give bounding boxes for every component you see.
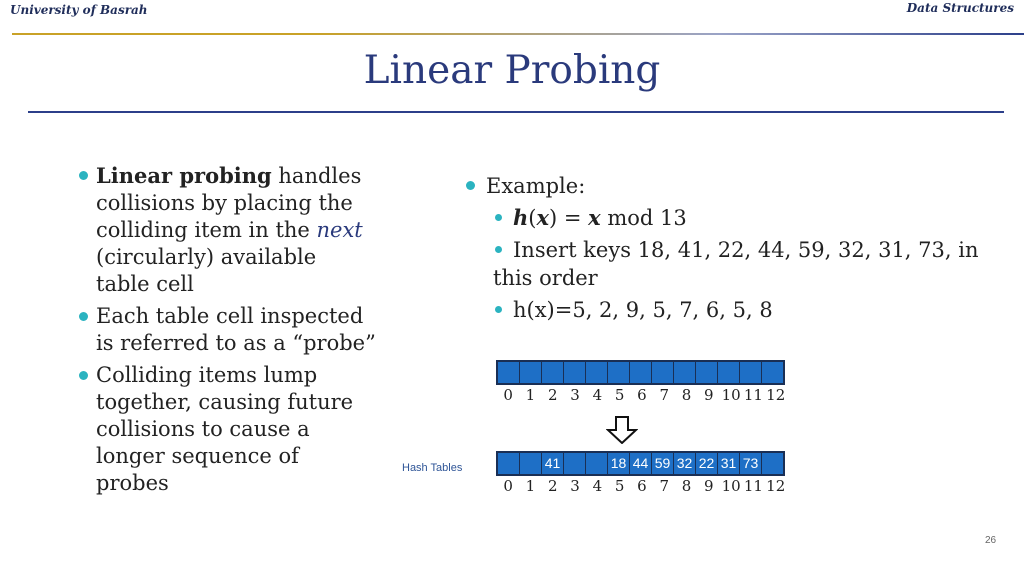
- table-cell: [762, 453, 783, 474]
- index-label: 9: [704, 477, 714, 495]
- hash-tables-label: Hash Tables: [402, 462, 463, 474]
- hash-table-empty: [496, 360, 785, 385]
- hash-function: h(x) = x mod 13: [513, 205, 687, 230]
- bullet-icon: [466, 181, 475, 190]
- table-cell: [718, 362, 740, 383]
- bullet-lump: [76, 362, 376, 497]
- example-heading: [466, 172, 1016, 200]
- table-cell: [564, 453, 586, 474]
- index-label: 1: [525, 386, 536, 404]
- bullet-icon: [495, 306, 502, 313]
- insert-keys-text: Insert keys 18, 41, 22, 44, 59, 32, 31, 73, in this order: [493, 238, 979, 290]
- hash-values-item: [466, 296, 1016, 324]
- index-label: 10: [721, 477, 741, 495]
- index-label: 11: [743, 386, 763, 404]
- bullet-probe: [76, 303, 376, 357]
- index-label: 0: [503, 386, 513, 404]
- index-label: 8: [681, 477, 692, 495]
- index-row-filled: [497, 477, 787, 495]
- down-arrow-icon: [606, 416, 638, 444]
- hash-function-item: [466, 204, 1016, 232]
- table-cell: [520, 453, 542, 474]
- table-cell: [542, 362, 564, 383]
- header-divider: [12, 33, 1024, 35]
- header-university: University of Basrah: [10, 3, 148, 17]
- index-label: 10: [721, 386, 741, 404]
- table-cell: 73: [740, 453, 762, 474]
- index-label: 6: [637, 477, 647, 495]
- bullet-text: Colliding items lump together, causing future collisions to cause a longer sequence of probes: [96, 363, 354, 495]
- table-cell: [498, 453, 520, 474]
- index-label: 8: [681, 386, 692, 404]
- header-course: Data Structures: [906, 1, 1014, 15]
- index-label: 5: [614, 386, 625, 404]
- index-label: 12: [766, 386, 786, 404]
- insert-keys-item: [466, 236, 1016, 292]
- index-label: 2: [547, 386, 558, 404]
- index-label: 2: [547, 477, 558, 495]
- bullet-icon: [79, 312, 88, 321]
- table-cell: 59: [652, 453, 674, 474]
- table-cell: 44: [630, 453, 652, 474]
- slide-title: Linear Probing: [363, 48, 661, 93]
- bullet-text-end: (circularly) available table cell: [96, 245, 317, 296]
- bullet-text: Each table cell inspected is referred to as a “probe”: [96, 304, 376, 355]
- index-label: 7: [659, 386, 669, 404]
- bullet-bold-term: Linear probing: [96, 163, 272, 188]
- bullet-icon: [79, 371, 88, 380]
- table-cell: [586, 453, 608, 474]
- table-cell: [564, 362, 586, 383]
- index-label: 4: [592, 386, 603, 404]
- table-cell: [740, 362, 762, 383]
- bullet-icon: [79, 171, 88, 180]
- index-label: 0: [503, 477, 513, 495]
- index-label: 7: [659, 477, 669, 495]
- table-cell: 18: [608, 453, 630, 474]
- index-label: 11: [743, 477, 763, 495]
- page-number: 26: [985, 535, 997, 546]
- table-cell: [630, 362, 652, 383]
- table-cell: [498, 362, 520, 383]
- bullet-icon: [495, 246, 502, 253]
- bullet-linear-probing: [76, 162, 376, 298]
- bullet-emphasis: next: [316, 218, 363, 242]
- index-label: 6: [637, 386, 647, 404]
- table-cell: [520, 362, 542, 383]
- table-cell: [762, 362, 783, 383]
- hash-values-text: h(x)=5, 2, 9, 5, 7, 6, 5, 8: [513, 298, 773, 322]
- index-label: 4: [592, 477, 603, 495]
- bullet-icon: [495, 214, 502, 221]
- bullet-text: handles collisions by placing the colliding item in the: [96, 164, 362, 242]
- index-label: 12: [766, 477, 786, 495]
- index-label: 1: [525, 477, 536, 495]
- index-label: 3: [570, 477, 580, 495]
- table-cell: 41: [542, 453, 564, 474]
- table-cell: [652, 362, 674, 383]
- hash-table-filled: [496, 451, 785, 476]
- title-divider: [28, 111, 1004, 113]
- table-cell: [586, 362, 608, 383]
- example-label: Example:: [486, 174, 586, 198]
- example-block: [466, 172, 1016, 324]
- index-label: 5: [614, 477, 625, 495]
- table-cell: [608, 362, 630, 383]
- index-row-empty: [497, 386, 787, 404]
- left-bullet-list: [76, 162, 376, 502]
- table-cell: 31: [718, 453, 740, 474]
- table-cell: 32: [674, 453, 696, 474]
- index-label: 3: [570, 386, 580, 404]
- table-cell: 22: [696, 453, 718, 474]
- index-label: 9: [704, 386, 714, 404]
- table-cell: [674, 362, 696, 383]
- table-cell: [696, 362, 718, 383]
